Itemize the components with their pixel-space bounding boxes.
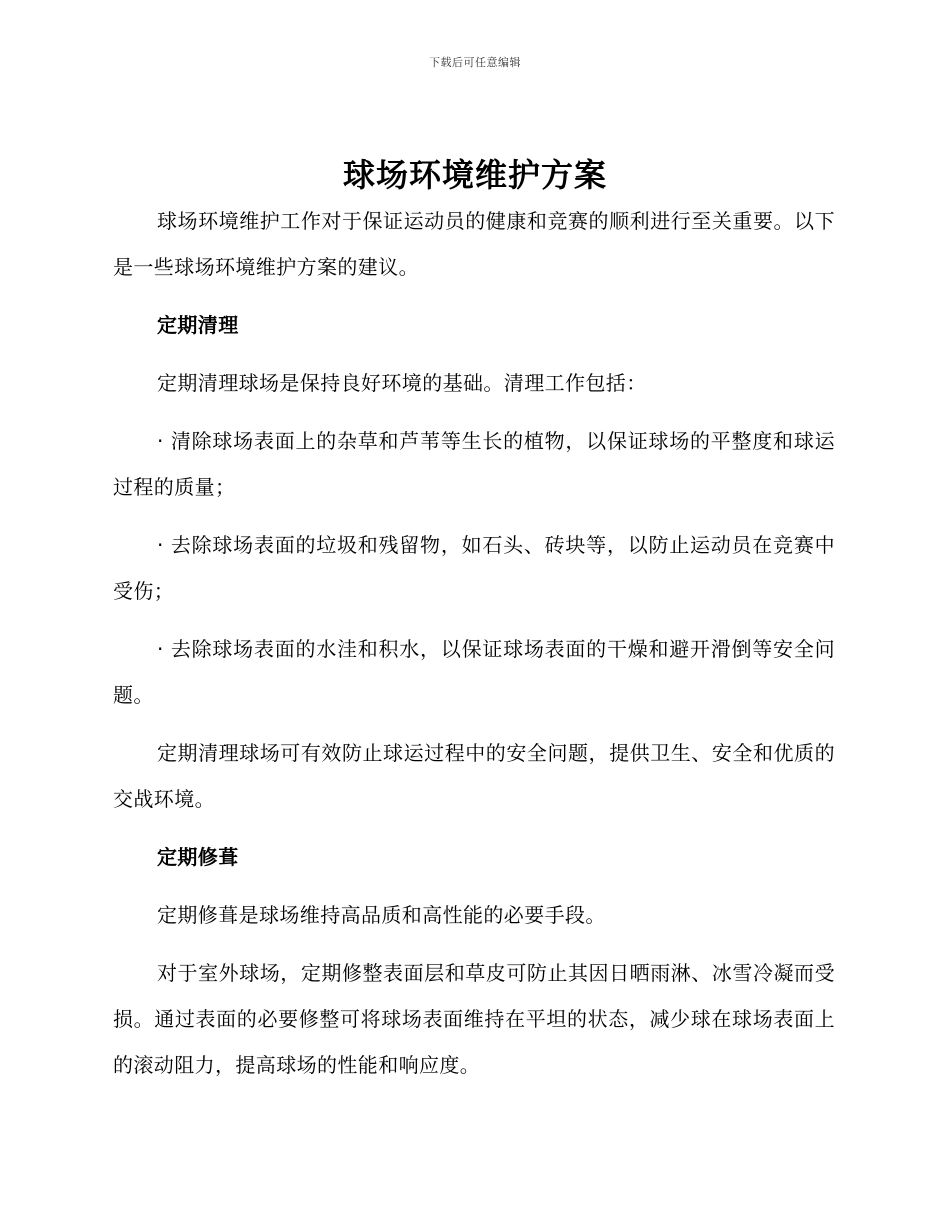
header-note: 下载后可任意编辑 — [429, 56, 521, 69]
cleaning-summary-paragraph: 定期清理球场可有效防止球运过程中的安全问题，提供卫生、安全和优质的交战环境。 — [113, 741, 835, 811]
document-body — [113, 198, 835, 1088]
repair-paragraph: 定期修葺是球场维持高品质和高性能的必要手段。 — [157, 903, 606, 927]
document-title: 球场环境维护方案 — [342, 156, 607, 194]
intro-paragraph: 球场环境维护工作对于保证运动员的健康和竞赛的顺利进行至关重要。以下是一些球场环境维护方案的建议。 — [113, 209, 835, 279]
section-heading-cleaning: 定期清理 — [157, 313, 239, 337]
section-heading-repair: 定期修葺 — [157, 845, 239, 869]
cleaning-bullet-2: · 去除球场表面的垃圾和残留物，如石头、砖块等，以防止运动员在竞赛中受伤； — [113, 533, 835, 603]
cleaning-bullet-3: · 去除球场表面的水洼和积水，以保证球场表面的干燥和避开滑倒等安全问题。 — [113, 637, 835, 707]
repair-detail-paragraph: 对于室外球场，定期修整表面层和草皮可防止其因日晒雨淋、冰雪冷凝而受损。通过表面的必要修整可将球场表面维持在平坦的状态，减少球在球场表面上的滚动阻力，提高球场的性能和响应度。 — [113, 961, 835, 1077]
cleaning-bullet-1: · 清除球场表面上的杂草和芦苇等生长的植物，以保证球场的平整度和球运过程的质量； — [113, 429, 835, 499]
cleaning-paragraph: 定期清理球场是保持良好环境的基础。清理工作包括： — [157, 371, 647, 395]
